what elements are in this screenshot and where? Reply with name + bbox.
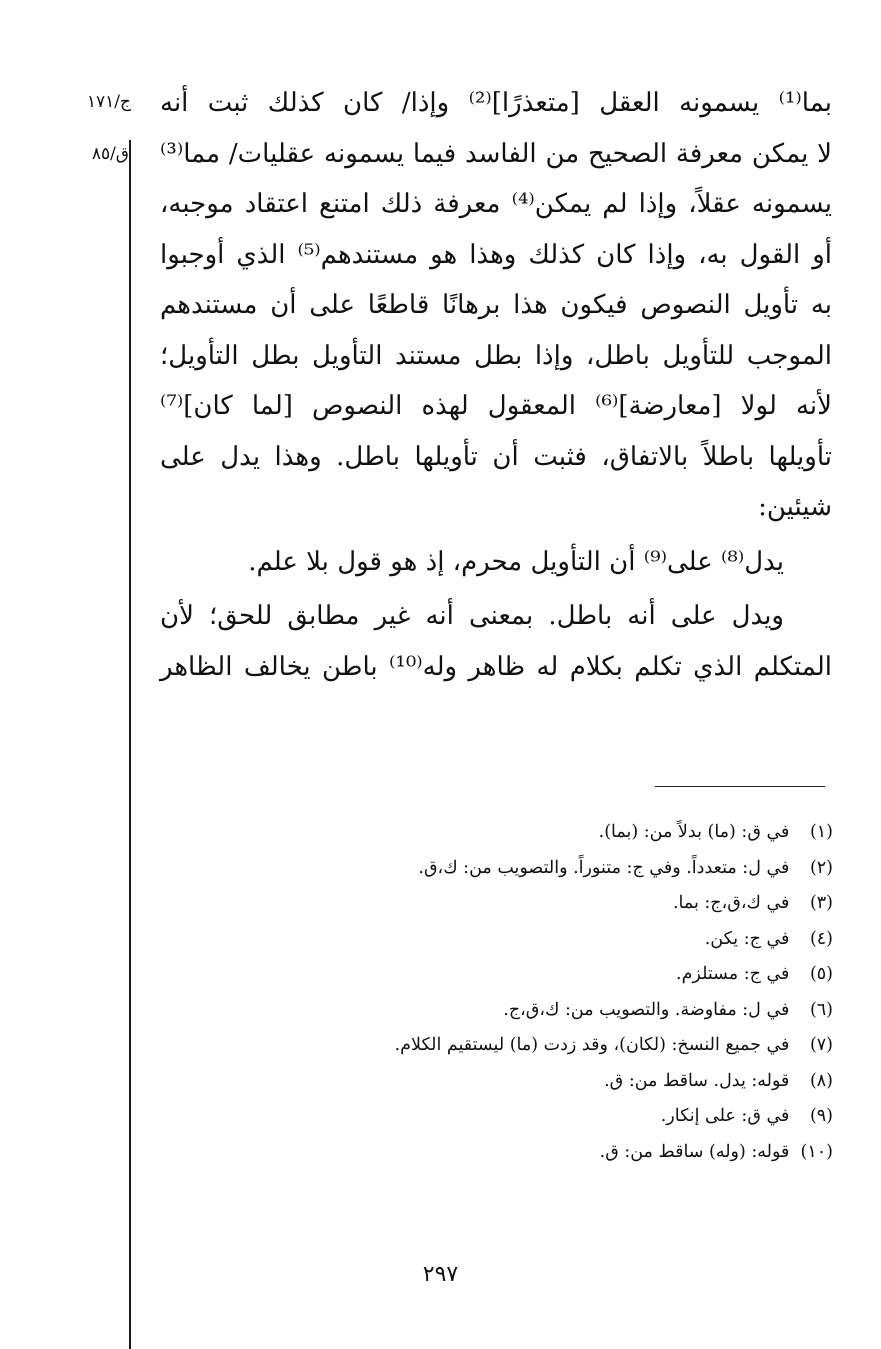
footnote-number: (٤) bbox=[809, 928, 833, 949]
margin-ref-manuscript-jim: ج/١٧١ bbox=[86, 92, 131, 112]
footnote-item bbox=[233, 886, 833, 922]
footnote-item bbox=[233, 993, 833, 1029]
footnote-text: في ل: متعدداً. وفي ج: متنوراً. والتصويب من: ك،ق. bbox=[418, 857, 790, 878]
footnote-item bbox=[233, 1099, 833, 1135]
footnote-number: (٣) bbox=[809, 893, 833, 913]
margin-ref-manuscript-qaf: ق/٨٥ bbox=[91, 144, 129, 164]
footnote-number: (٧) bbox=[809, 1035, 833, 1055]
text-line: أو القول به، وإذا كان كذلك وهذا هو مستندهم⁽⁵⁾ الذي أوجبوا bbox=[160, 239, 832, 270]
footnote-item bbox=[233, 851, 833, 887]
footnote-item bbox=[233, 1028, 833, 1064]
text-line: المتكلم الذي تكلم بكلام له ظاهر وله⁽¹⁰⁾ باطن يخالف الظاهر bbox=[160, 651, 832, 682]
footnote-number: (١) bbox=[809, 822, 833, 842]
footnote-text: في جميع النسخ: (لكان)، وقد زدت (ما) ليستقيم الكلام. bbox=[394, 1035, 790, 1055]
footnote-text: في ل: مفاوضة. والتصويب من: ك،ق،ج. bbox=[503, 999, 790, 1020]
footnote-item bbox=[233, 957, 833, 993]
text-line: تأويلها باطلاً بالاتفاق، فثبت أن تأويلها باطل. وهذا يدل على bbox=[160, 441, 832, 472]
footnote-text: في ق: (ما) بدلاً من: (بما). bbox=[598, 822, 790, 842]
paragraph-1 bbox=[160, 78, 832, 533]
page-number: ٢٩٧ bbox=[422, 1262, 459, 1287]
footnotes bbox=[233, 815, 833, 1170]
footnote-number: (٥) bbox=[809, 964, 833, 984]
footnote-text: في ج: مستلزم. bbox=[676, 964, 790, 984]
footnote-text: قوله: يدل. ساقط من: ق. bbox=[604, 1070, 790, 1091]
text-line: الموجب للتأويل باطل، وإذا بطل مستند التأويل بطل التأويل؛ bbox=[160, 340, 832, 371]
footnote-number: (٢) bbox=[809, 857, 833, 878]
margin-divider-line bbox=[129, 140, 131, 1349]
footnote-text: قوله: (وله) ساقط من: ق. bbox=[599, 1141, 790, 1162]
footnote-text: في ق: على إنكار. bbox=[660, 1106, 790, 1126]
footnote-text: في ج: يكن. bbox=[704, 928, 790, 949]
paragraph-2 bbox=[160, 537, 832, 588]
footnote-separator bbox=[655, 786, 825, 787]
paragraph-3 bbox=[160, 591, 832, 692]
text-line: به تأويل النصوص فيكون هذا برهانًا قاطعًا على أن مستندهم bbox=[160, 290, 832, 320]
footnote-number: (٦) bbox=[809, 999, 833, 1020]
footnote-text: في ك،ق،ج: بما. bbox=[672, 893, 790, 913]
text-line: ويدل على أنه باطل. بمعنى أنه غير مطابق للحق؛ لأن bbox=[160, 601, 784, 631]
text-line: لأنه لولا [معارضة]⁽⁶⁾ المعقول لهذه النصوص [لما كان]⁽⁷⁾ bbox=[160, 391, 832, 421]
footnote-item bbox=[233, 922, 833, 958]
main-text bbox=[160, 78, 832, 692]
text-line: بما⁽¹⁾ يسمونه العقل [متعذرًا]⁽²⁾ وإذا/ كان كذلك ثبت أنه bbox=[160, 88, 832, 118]
footnote-item bbox=[233, 1064, 833, 1100]
text-line: شيئين: bbox=[758, 492, 832, 522]
footnote-number: (٩) bbox=[809, 1106, 833, 1126]
footnote-item bbox=[233, 1135, 833, 1171]
text-line: لا يمكن معرفة الصحيح من الفاسد فيما يسمونه عقليات/ مما⁽³⁾ bbox=[160, 138, 832, 169]
footnote-item bbox=[233, 815, 833, 851]
footnote-number: (٨) bbox=[809, 1070, 833, 1091]
footnote-number: (١٠) bbox=[800, 1141, 833, 1162]
text-line: يدل⁽⁸⁾ على⁽⁹⁾ أن التأويل محرم، إذ هو قول بلا علم. bbox=[248, 546, 784, 577]
text-line: يسمونه عقلاً، وإذا لم يمكن⁽⁴⁾ معرفة ذلك امتنع اعتقاد موجبه، bbox=[160, 189, 832, 219]
